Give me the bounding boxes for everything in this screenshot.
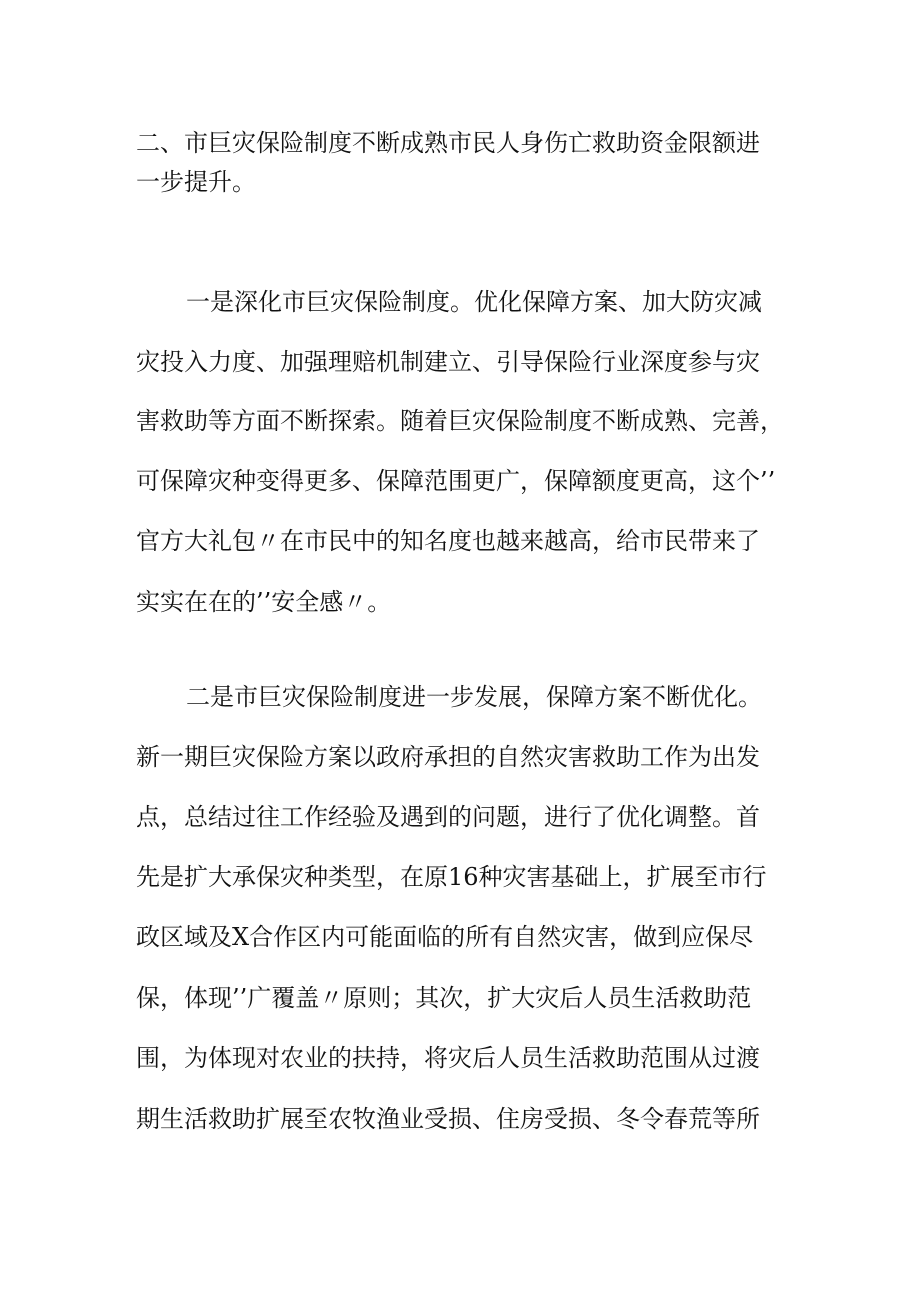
paragraph1-line-5: 官方大礼包〃在市民中的知名度也越来越高，给市民带来了 (136, 527, 760, 555)
paragraph2-line-7: 围，为体现对农业的扶持，将灾后人员生活救助范围从过渡 (136, 1044, 760, 1072)
paragraph2-line-3: 点，总结过往工作经验及遇到的问题，进行了优化调整。首 (136, 803, 760, 831)
paragraph1-line-2: 灾投入力度、加强理赔机制建立、引导保险行业深度参与灾 (136, 348, 760, 376)
paragraph2-line-8: 期生活救助扩展至农牧渔业受损、住房受损、冬令春荒等所 (136, 1105, 760, 1133)
paragraph2-line-5: 政区域及X合作区内可能面临的所有自然灾害，做到应保尽 (136, 923, 754, 951)
paragraph2-line-6: 保，体现’’广覆盖〃原则；其次，扩大灾后人员生活救助范 (136, 984, 752, 1012)
paragraph2-line-1: 二是市巨灾保险制度进一步发展，保障方案不断优化。 (186, 683, 762, 711)
paragraph1-line-1: 一是深化市巨灾保险制度。优化保障方案、加大防灾减 (186, 288, 762, 316)
heading-line-2: 一步提升。 (136, 168, 256, 196)
heading-line-1: 二、市巨灾保险制度不断成熟市民人身伤亡救助资金限额进 (136, 129, 760, 157)
paragraph1-line-3: 害救助等方面不断探索。随着巨灾保险制度不断成熟、完善， (136, 407, 784, 435)
paragraph2-line-4: 先是扩大承保灾种类型，在原16种灾害基础上，扩展至市行 (136, 863, 767, 891)
paragraph1-line-6: 实实在在的’’安全感〃。 (136, 588, 392, 616)
paragraph2-line-2: 新一期巨灾保险方案以政府承担的自然灾害救助工作为出发 (136, 743, 760, 771)
paragraph1-line-4: 可保障灾种变得更多、保障范围更广，保障额度更高，这个’’ (136, 467, 776, 495)
